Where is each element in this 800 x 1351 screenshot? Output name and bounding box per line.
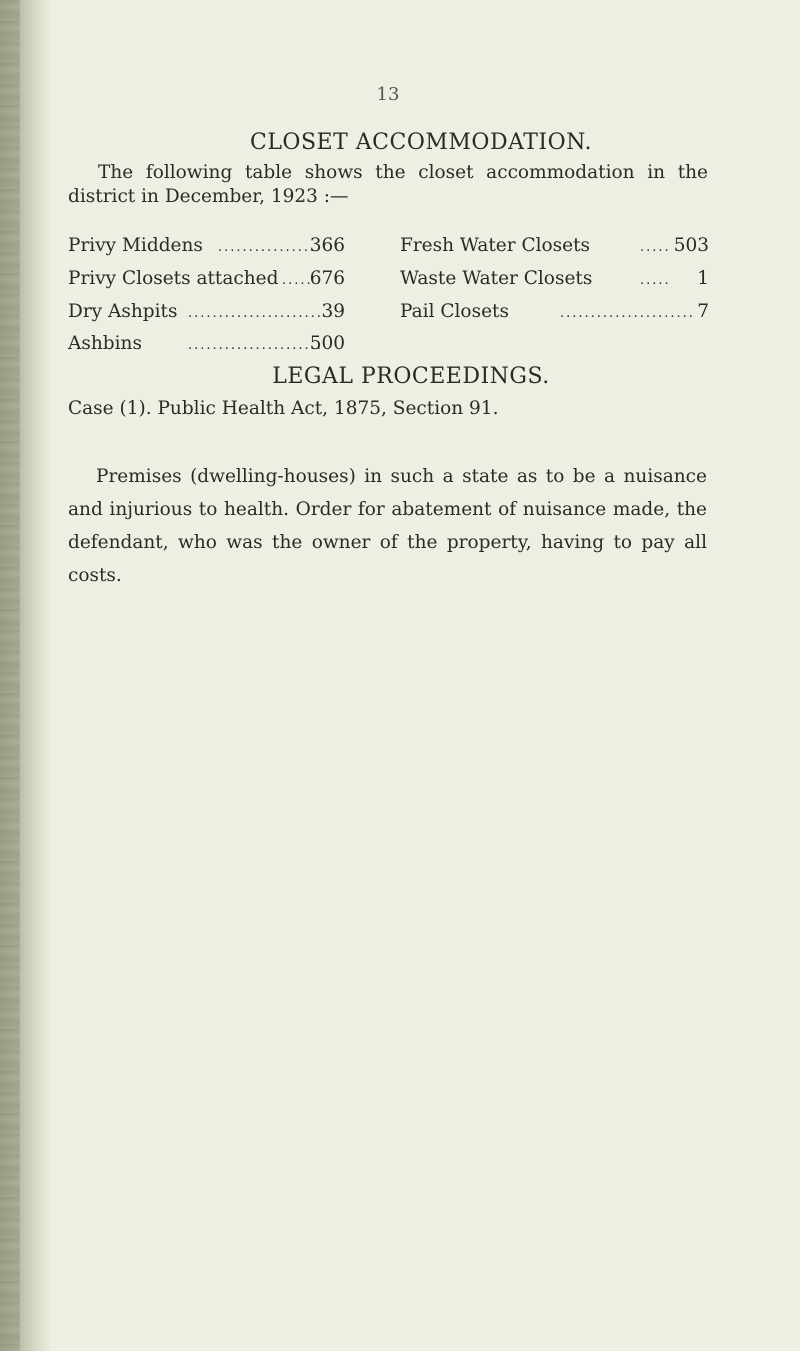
case-description-paragraph: Premises (dwelling-houses) in such a state as to be a nuisance and injurious to health. Order for abatement of nuisance made, the defendant, who was the owner of the property, having to pay all costs.	[68, 466, 707, 586]
list-item	[400, 235, 709, 259]
item-value: 1	[697, 268, 709, 289]
item-label: Fresh Water Closets	[400, 235, 591, 256]
page-number: 13	[376, 84, 400, 105]
list-item	[68, 301, 345, 325]
list-item	[400, 301, 709, 325]
item-label: Dry Ashpits	[68, 301, 178, 322]
item-value: 676	[309, 268, 345, 289]
leader-dots: .....	[640, 273, 671, 288]
leader-dots: .....	[640, 240, 671, 255]
leader-dots: ................	[218, 240, 317, 255]
case-line: Case (1). Public Health Act, 1875, Section 91.	[68, 398, 499, 419]
item-label: Pail Closets	[400, 301, 509, 322]
list-item	[68, 235, 345, 259]
legal-proceedings-heading: LEGAL PROCEEDINGS.	[272, 364, 550, 389]
list-item	[68, 333, 345, 357]
item-value: 500	[309, 333, 345, 354]
closet-accommodation-heading: CLOSET ACCOMMODATION.	[249, 130, 592, 155]
item-value: 503	[673, 235, 709, 256]
item-label: Privy Middens	[68, 235, 203, 256]
leader-dots: ......................	[188, 338, 323, 353]
item-value: 366	[309, 235, 345, 256]
list-item	[68, 268, 345, 292]
binding-shadow	[0, 0, 20, 1351]
item-value: 39	[321, 301, 345, 322]
leader-dots: ......................	[560, 306, 695, 321]
item-value: 7	[697, 301, 709, 322]
leader-dots: .....	[282, 273, 313, 288]
item-label: Privy Closets attached	[68, 268, 279, 289]
list-item	[400, 268, 709, 292]
closet-intro-paragraph: The following table shows the closet accommodation in the district in December, 1923 :—	[68, 162, 708, 207]
item-label: Ashbins	[68, 333, 142, 354]
leader-dots: ......................	[188, 306, 323, 321]
item-label: Waste Water Closets	[400, 268, 593, 289]
page-binding-edge	[0, 0, 52, 1351]
